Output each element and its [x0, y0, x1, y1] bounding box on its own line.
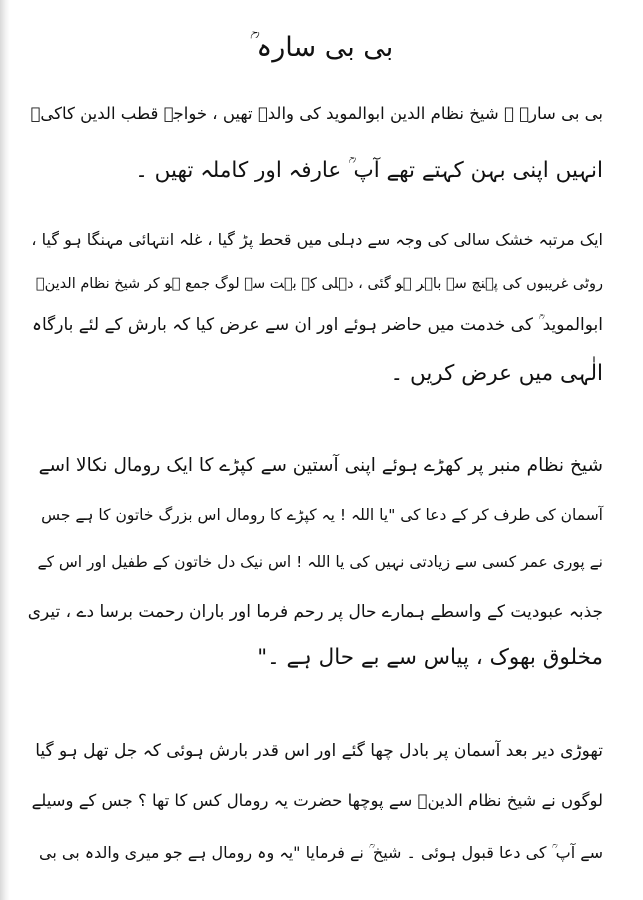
text-line: ایک مرتبہ خشک سالی کی وجہ سے دہلی میں قحط پڑ گیا ، غلہ انتہائی مہنگا ہو گیا ،: [31, 230, 603, 249]
text-line: شیخ نظام منبر پر کھڑے ہوئے اپنی آستین سے کپڑے کا ایک رومال نکالا اسے: [38, 455, 603, 476]
text-line: لوگوں نے شیخ نظام الدینؒ سے پوچھا حضرت یہ رومال کس کا تھا ؟ جس کے وسیلے: [31, 791, 603, 810]
text-line: انہیں اپنی بہن کہتے تھے آپ ؒ عارفہ اور کاملہ تھیں ۔: [135, 158, 603, 183]
text-line: سے آپ ؒ کی دعا قبول ہوئی ۔ شیخ ؒ نے فرمایا "یہ وہ رومال ہے جو میری والدہ بی بی: [38, 843, 603, 862]
text-line: آسمان کی طرف کر کے دعا کی "یا اللہ ! یہ کپڑے کا رومال اس بزرگ خاتون کا ہے جس: [41, 506, 603, 524]
text-line: بی بی سارہ ؒ شیخ نظام الدین ابوالموید کی والدہ تھیں ، خواجہ قطب الدین کاکیؒ: [30, 104, 603, 123]
page-gutter-shadow: [0, 0, 10, 900]
text-line: مخلوق بھوک ، پیاس سے بے حال ہے ۔": [257, 645, 603, 670]
text-line: نے پوری عمر کسی سے زیادتی نہیں کی یا اللہ ! اس نیک دل خاتون کے طفیل اور اس کے: [37, 553, 603, 571]
text-line: جذبہ عبودیت کے واسطے ہمارے حال پر رحم فرما اور باران رحمت برسا دے ، تیری: [27, 602, 603, 622]
text-line: تھوڑی دیر بعد آسمان پر بادل چھا گئے اور اس قدر بارش ہوئی کہ جل تھل ہو گیا: [35, 741, 603, 761]
text-line: الٰہی میں عرض کریں ۔: [390, 361, 603, 386]
text-line: روٹی غریبوں کی پہنچ سے باہر ہو گئی ، دہلی کے بہت سے لوگ جمع ہو کر شیخ نظام الدینؒ: [35, 276, 603, 292]
page-title: بی بی سارہ ؒ: [249, 32, 394, 63]
text-line: ابوالموید ؒ کی خدمت میں حاضر ہوئے اور ان سے عرض کیا کہ بارش کے لئے بارگاہ: [32, 315, 603, 335]
